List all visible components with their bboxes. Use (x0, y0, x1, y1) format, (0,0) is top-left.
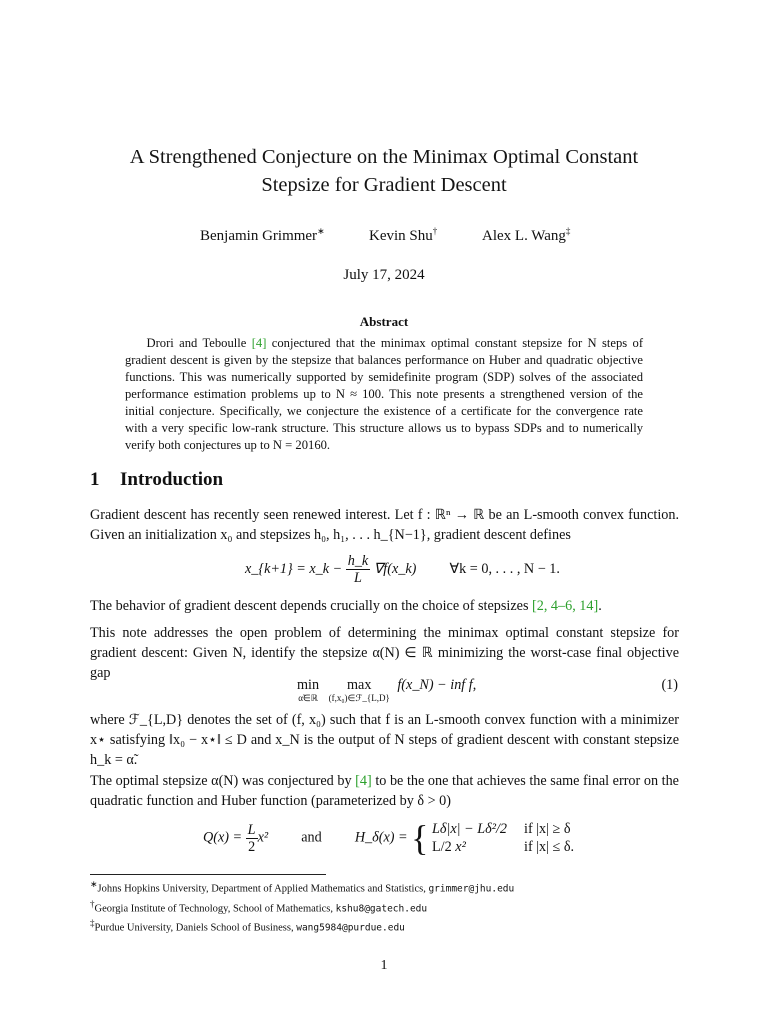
title-line-2: Stepsize for Gradient Descent (261, 174, 507, 196)
paragraph-definition: where ℱ_{L,D} denotes the set of (f, x₀) such that f is an L-smooth convex function with a minimizer x⋆ satisfying ‖x₀ − x⋆‖ ≤ D and x_N is the output of N steps of gradient descent with constant stepsize h_k = α̃. (90, 712, 679, 768)
fraction: $\frac{L}{2}$ (247, 821, 256, 855)
page-number: 1 (380, 958, 388, 973)
citation-link[interactable]: [4] (251, 336, 267, 350)
fraction: $\frac{h\_k}{L}$ (347, 553, 369, 586)
footnote-2: †Georgia Institute of Technology, School of Mathematics, kshu8@gatech.edu (90, 898, 428, 914)
title-line-1: A Strengthened Conjecture on the Minimax Optimal Constant (129, 146, 639, 168)
email-link[interactable]: kshu8@gatech.edu (335, 903, 428, 914)
equation-update: x_{k+1} = x_k − $\frac{h\_k}{L}$ ∇f(x_k) ∀k = 0, . . . , N − 1. (245, 553, 560, 586)
author-1: Benjamin Grimmer∗ (200, 226, 325, 244)
section-heading (90, 469, 223, 491)
author-2: Kevin Shu† (369, 226, 438, 244)
footnotes (90, 877, 514, 936)
equation-number: (1) (661, 677, 678, 693)
email-link[interactable]: grimmer@jhu.edu (428, 883, 515, 895)
paper-title (60, 143, 708, 199)
section-number: 1 (90, 469, 100, 490)
footnote-1: ∗Johns Hopkins University, Department of Applied Mathematics and Statistics, grimmer@jhu.edu (90, 879, 515, 895)
section-title: Introduction (120, 469, 224, 490)
abstract-text: Drori and Teboulle [4] conjectured that the minimax optimal constant stepsize for N steps of gradient descent is given by the stepsize that balances performance on Huber and quadratic objective functions. This was numerically supported by semidefinite program (SDP) solves of the associated performance estimation problems up to N ≈ 100. This note presents a strengthened version of the initial conjecture. Specifically, we conjecture the existence of a certificate for the convergence rate with a very specific low-rank structure. This structure allows us to bypass SDPs and to numerically verify both conjectures up to N = 20160. (125, 336, 644, 452)
paragraph-stepsizes: The behavior of gradient descent depends crucially on the choice of stepsizes [2, 4–6, 14]. (90, 598, 602, 614)
footnote-rule (90, 874, 326, 875)
citation-link[interactable]: [4] (355, 773, 372, 789)
left-brace: { (411, 818, 429, 858)
paragraph-conjecture: The optimal stepsize α(N) was conjectured by [4] to be the one that achieves the same final error on the quadratic function and Huber function (parameterized by δ > 0) (90, 773, 679, 809)
equation-definitions: Q(x) = $\frac{L}{2}$ x² and H_δ(x) = { Lδ|x| − Lδ²/2 if |x| ≥ δ L/2 x² if |x| ≤ δ. (203, 818, 575, 858)
paragraph-problem: This note addresses the open problem of determining the minimax optimal constant stepsize for gradient descent: Given N, identify the stepsize α(N) ∈ ℝ minimizing the worst-case final objective gap (90, 625, 679, 681)
citation-link[interactable]: [2, 4–6, 14] (532, 598, 599, 614)
author-3: Alex L. Wang‡ (482, 226, 571, 244)
paper-date: July 17, 2024 (343, 267, 425, 283)
email-link[interactable]: wang5984@purdue.edu (296, 922, 405, 934)
footnote-3: ‡Purdue University, Daniels School of Business, wang5984@purdue.edu (90, 918, 405, 934)
abstract-heading: Abstract (359, 314, 409, 329)
equation-1: min α̃∈ℝ max (f,x₀)∈ℱ_{L,D} f(x_N) − inf f, (297, 677, 477, 703)
paragraph-intro: Gradient descent has recently seen renewed interest. Let f : ℝⁿ → ℝ be an L-smooth convex function. Given an initialization x₀ and stepsizes h₀, h₁, . . . h_{N−1}, gradient descent defines (90, 507, 679, 543)
